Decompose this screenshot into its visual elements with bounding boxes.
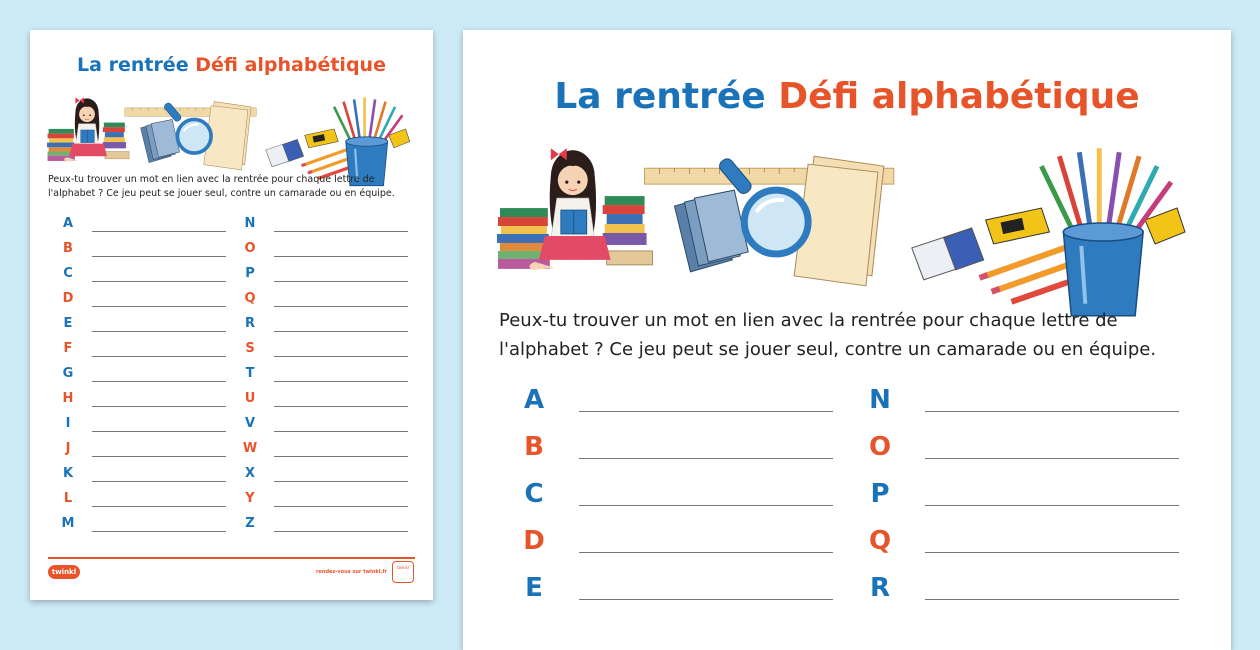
- letter-label: X: [244, 466, 256, 481]
- letter-label: W: [242, 441, 258, 456]
- answer-line[interactable]: [274, 531, 408, 532]
- letter-row: [865, 573, 1195, 620]
- letter-row: [58, 391, 228, 416]
- letter-row: [58, 416, 228, 441]
- letter-label: K: [62, 466, 74, 481]
- letter-row: [519, 385, 849, 432]
- letter-row: [58, 216, 228, 241]
- letter-label: R: [869, 573, 891, 603]
- letter-label: Z: [245, 516, 255, 531]
- answer-line[interactable]: [274, 456, 408, 457]
- answer-line[interactable]: [274, 381, 408, 382]
- letter-row: [240, 216, 410, 241]
- letter-row: [240, 491, 410, 516]
- instructions-text-large: Peux-tu trouver un mot en lien avec la rentrée pour chaque lettre de l'alphabet ? Ce jeu peut se jouer seul, contre un camarade ou en équipe.: [499, 310, 1157, 360]
- answer-line[interactable]: [274, 506, 408, 507]
- letter-label: H: [62, 391, 74, 406]
- answer-line[interactable]: [92, 506, 226, 507]
- letter-row: [240, 291, 410, 316]
- letter-label: M: [61, 516, 75, 531]
- letter-row: [240, 516, 410, 541]
- letter-row: [240, 341, 410, 366]
- letter-row: [519, 526, 849, 573]
- letter-label: P: [245, 266, 255, 281]
- letter-row: [58, 266, 228, 291]
- letter-row: [58, 441, 228, 466]
- worksheet-zoomed[interactable]: [463, 30, 1231, 650]
- answer-line[interactable]: [925, 458, 1179, 459]
- answer-line[interactable]: [274, 331, 408, 332]
- answer-line[interactable]: [92, 381, 226, 382]
- answer-line[interactable]: [92, 231, 226, 232]
- letter-row: [240, 466, 410, 491]
- letter-row: [865, 526, 1195, 573]
- answer-line[interactable]: [274, 306, 408, 307]
- letter-row: [58, 516, 228, 541]
- answer-line[interactable]: [92, 431, 226, 432]
- instructions-text: Peux-tu trouver un mot en lien avec la rentrée pour chaque lettre de l'alphabet ? Ce jeu peut se jouer seul, contre un camarade ou en équipe.: [48, 174, 395, 199]
- brand-badge: twinkl: [392, 561, 414, 583]
- answer-line[interactable]: [274, 356, 408, 357]
- page-title: [30, 54, 433, 76]
- letter-label: J: [65, 441, 71, 456]
- answer-line[interactable]: [92, 331, 226, 332]
- answer-line[interactable]: [579, 552, 833, 553]
- answer-line[interactable]: [274, 256, 408, 257]
- letter-label: F: [63, 341, 73, 356]
- letter-label: B: [63, 241, 73, 256]
- answer-line[interactable]: [274, 431, 408, 432]
- page-title-large: [463, 76, 1231, 117]
- letter-row: [865, 432, 1195, 479]
- letter-row: [240, 441, 410, 466]
- answer-line[interactable]: [579, 458, 833, 459]
- letter-row: [58, 291, 228, 316]
- answer-line[interactable]: [274, 406, 408, 407]
- letter-label: Q: [244, 291, 256, 306]
- letter-label: Q: [868, 526, 892, 556]
- school-supplies-illustration-large: [495, 126, 1193, 336]
- letter-label: Y: [245, 491, 255, 506]
- letter-label: D: [62, 291, 74, 306]
- title-part-2: Défi alphabétique: [195, 54, 386, 76]
- letter-row: [865, 385, 1195, 432]
- letter-row: [519, 432, 849, 479]
- letter-label: C: [524, 479, 544, 509]
- footer-divider: [48, 557, 415, 559]
- letter-label: V: [244, 416, 256, 431]
- letter-label: N: [244, 216, 256, 231]
- letter-row: [58, 466, 228, 491]
- answer-line[interactable]: [925, 505, 1179, 506]
- answer-line[interactable]: [925, 411, 1179, 412]
- letter-label: O: [868, 432, 892, 462]
- answer-line[interactable]: [925, 599, 1179, 600]
- answer-line[interactable]: [274, 281, 408, 282]
- title-part-1: La rentrée: [77, 54, 189, 76]
- letter-row: [58, 366, 228, 391]
- letter-row: [519, 479, 849, 526]
- letter-row: [58, 316, 228, 341]
- title-part-2: Défi alphabétique: [778, 76, 1140, 117]
- answer-line[interactable]: [92, 356, 226, 357]
- letter-column-right: [240, 216, 410, 541]
- letter-row: [240, 416, 410, 441]
- letter-label: B: [524, 432, 544, 462]
- letter-label: A: [523, 385, 545, 415]
- answer-line[interactable]: [579, 505, 833, 506]
- answer-line[interactable]: [92, 306, 226, 307]
- letter-row: [865, 479, 1195, 526]
- letter-label: C: [63, 266, 73, 281]
- letter-column-left-large: [519, 385, 849, 620]
- answer-line[interactable]: [579, 411, 833, 412]
- letter-label: T: [245, 366, 255, 381]
- letter-label: R: [244, 316, 255, 331]
- answer-line[interactable]: [92, 406, 226, 407]
- letter-label: P: [870, 479, 890, 509]
- letter-label: S: [245, 341, 255, 356]
- letter-label: I: [65, 416, 71, 431]
- letter-label: E: [63, 316, 73, 331]
- answer-line[interactable]: [925, 552, 1179, 553]
- answer-line[interactable]: [579, 599, 833, 600]
- letter-label: D: [523, 526, 545, 556]
- answer-line[interactable]: [92, 456, 226, 457]
- letter-row: [58, 241, 228, 266]
- worksheet-thumbnail[interactable]: [30, 30, 433, 600]
- answer-line[interactable]: [92, 256, 226, 257]
- letter-label: O: [244, 241, 256, 256]
- answer-line[interactable]: [92, 281, 226, 282]
- letter-column-right-large: [865, 385, 1195, 620]
- letter-label: U: [244, 391, 256, 406]
- letter-row: [519, 573, 849, 620]
- letter-row: [58, 491, 228, 516]
- letter-row: [240, 366, 410, 391]
- letter-row: [58, 341, 228, 366]
- title-part-1: La rentrée: [554, 76, 766, 117]
- answer-line[interactable]: [92, 481, 226, 482]
- letter-row: [240, 391, 410, 416]
- letter-label: A: [62, 216, 74, 231]
- answer-line[interactable]: [92, 531, 226, 532]
- answer-line[interactable]: [274, 231, 408, 232]
- footer-link: rendez-vous sur twinkl.fr: [316, 569, 387, 575]
- letter-column-left: [58, 216, 228, 541]
- letter-row: [240, 241, 410, 266]
- letter-row: [240, 316, 410, 341]
- letter-row: [240, 266, 410, 291]
- answer-line[interactable]: [274, 481, 408, 482]
- brand-logo: twinkl: [48, 565, 80, 579]
- letter-label: L: [63, 491, 73, 506]
- letter-label: G: [62, 366, 74, 381]
- letter-label: N: [869, 385, 891, 415]
- letter-label: E: [525, 573, 543, 603]
